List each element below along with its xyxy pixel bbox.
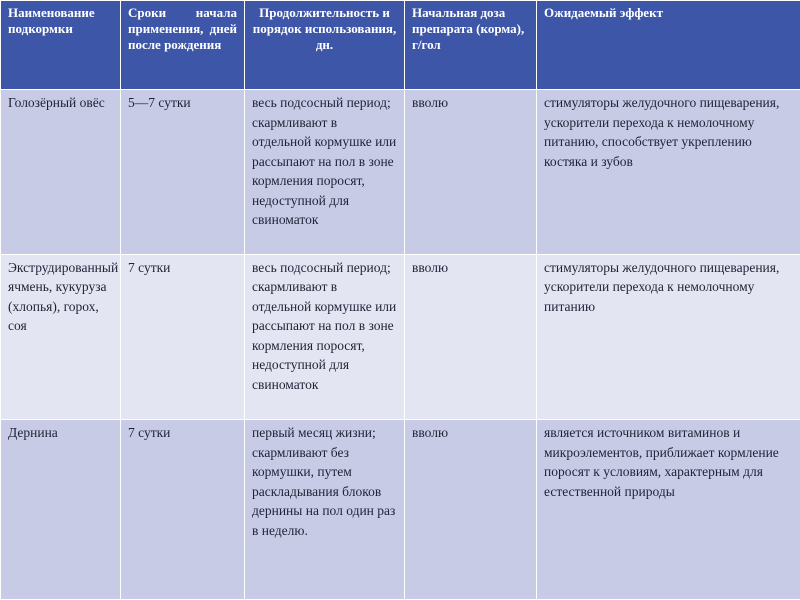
cell-duration: весь подсосный период; скармливают в отдельной кормушке или рассыпают на пол в зоне кормления поросят, недоступной для свиноматок <box>245 90 405 255</box>
cell-start: 7 сутки <box>121 254 245 420</box>
cell-dose: вволю <box>405 254 537 420</box>
header-duration: Продолжительность и порядок использования, дн. <box>245 1 405 90</box>
header-effect: Ожидаемый эффект <box>537 1 800 90</box>
cell-start: 7 сутки <box>121 420 245 600</box>
cell-name: Дернина <box>1 420 121 600</box>
cell-dose: вволю <box>405 90 537 255</box>
table-body <box>1 90 800 600</box>
cell-duration: весь подсосный период; скармливают в отдельной кормушке или рассыпают на пол в зоне кормления поросят, недоступной для свиноматок <box>245 254 405 420</box>
cell-effect: стимуляторы желудочного пищеварения, ускорители перехода к немолочному питанию, способствует укреплению костяка и зубов <box>537 90 800 255</box>
table-row <box>1 254 800 420</box>
cell-effect: стимуляторы желудочного пищеварения, ускорители перехода к немолочному питанию <box>537 254 800 420</box>
cell-effect: является источником витаминов и микроэлементов, приближает кормление поросят к условиям, характерным для естественной природы <box>537 420 800 600</box>
header-row <box>1 1 800 90</box>
cell-duration: первый месяц жизни; скармливают без кормушки, путем раскладывания блоков дернины на пол один раз в неделю. <box>245 420 405 600</box>
cell-start: 5—7 сутки <box>121 90 245 255</box>
header-name: Наименование подкормки <box>1 1 121 90</box>
cell-name: Голозёрный овёс <box>1 90 121 255</box>
header-dose: Начальная доза препарата (корма), г/гол <box>405 1 537 90</box>
table-row <box>1 90 800 255</box>
table-row <box>1 420 800 600</box>
cell-dose: вволю <box>405 420 537 600</box>
header-start: Сроки начала применения, дней после рождения <box>121 1 245 90</box>
cell-name: Экструдированный ячмень, кукуруза (хлопья), горох, соя <box>1 254 121 420</box>
table-header <box>1 1 800 90</box>
